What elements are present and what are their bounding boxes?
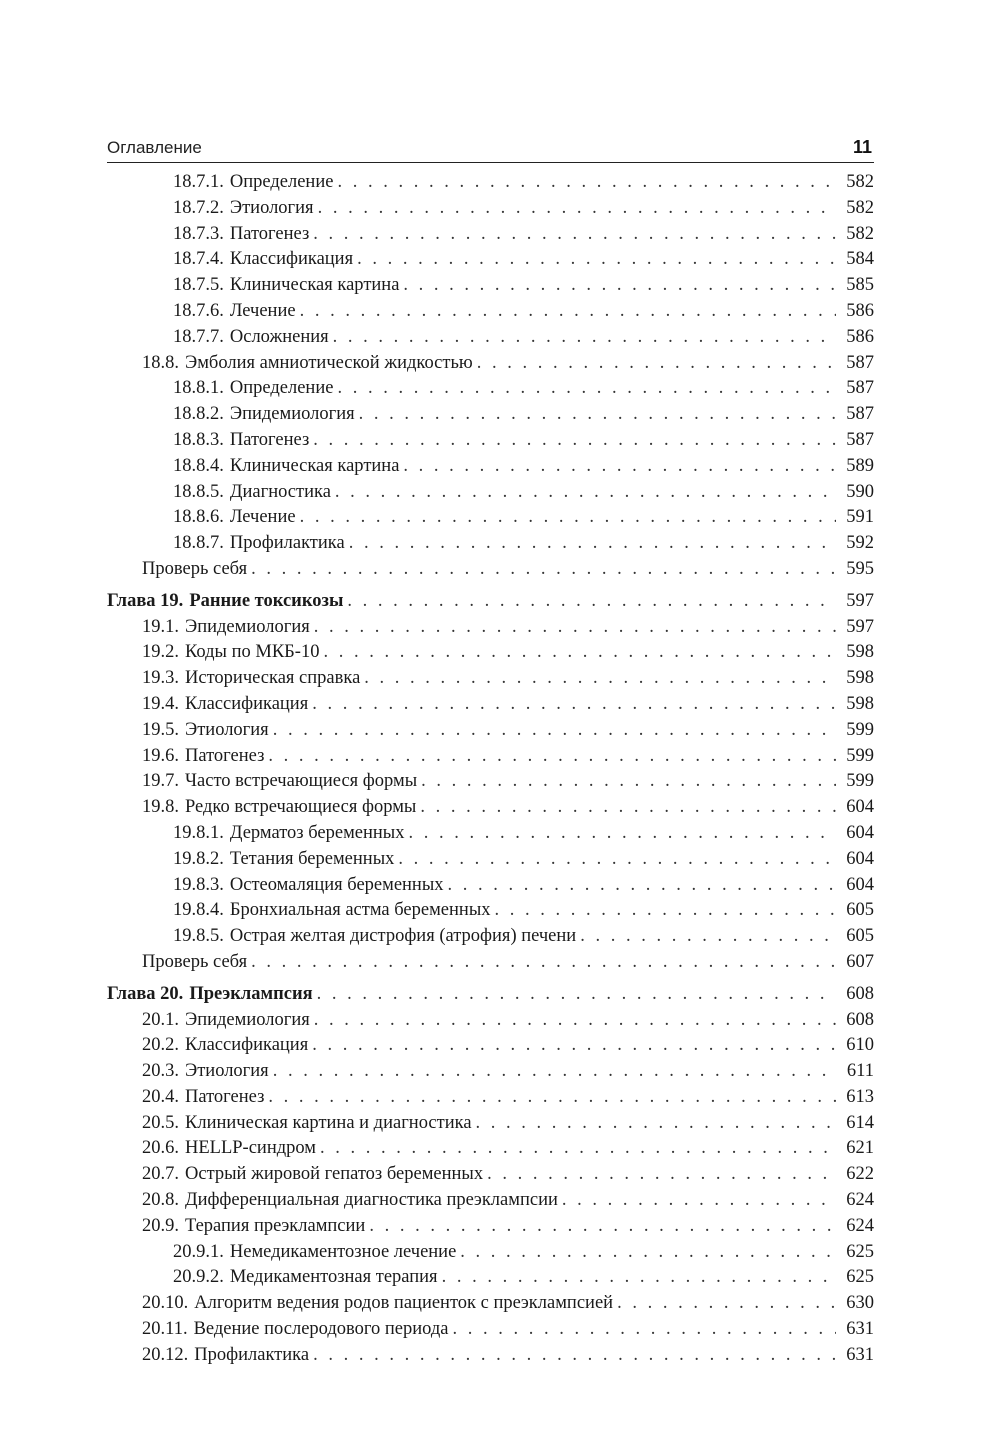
toc-entry-number: 18.8.7. — [173, 533, 224, 554]
toc-entry-page: 587 — [846, 404, 874, 425]
toc-entry-page: 604 — [846, 797, 874, 818]
toc-entry-number: 18.7.1. — [173, 172, 224, 192]
toc-entry-page: 621 — [846, 1138, 874, 1159]
toc-entry-title: Остеомаляция беременных — [229, 874, 444, 895]
toc-entry[interactable] — [107, 172, 874, 198]
toc-entry-title: Патогенез — [229, 429, 310, 450]
dot-leader — [337, 172, 836, 193]
toc-entry[interactable] — [107, 926, 874, 952]
dot-leader — [312, 1035, 836, 1056]
toc-entry-title: Клиническая картина и диагностика — [185, 1112, 472, 1133]
dot-leader — [364, 668, 836, 689]
toc-entry-title: Дифференциальная диагностика преэклампсии — [185, 1190, 558, 1211]
toc-entry-number: 19.8.2. — [173, 848, 224, 869]
toc-entry[interactable] — [107, 1035, 874, 1061]
dot-leader — [268, 746, 836, 767]
toc-entry-page: 597 — [846, 590, 874, 611]
page-header — [107, 136, 874, 163]
toc-entry-number: 18.8.4. — [173, 455, 224, 476]
toc-entry-title: Ранние токсикозы — [189, 590, 344, 611]
toc-entry[interactable] — [107, 1010, 874, 1036]
toc-entry[interactable] — [107, 797, 874, 823]
toc-entry-number: 20.4. — [142, 1086, 179, 1107]
toc-entry[interactable] — [107, 559, 874, 585]
toc-entry-title: Профилактика — [194, 1344, 310, 1365]
toc-entry-title: Патогенез — [185, 745, 265, 766]
dot-leader — [314, 1010, 836, 1031]
toc-entry[interactable] — [107, 327, 874, 353]
toc-entry-page: 586 — [846, 326, 874, 347]
toc-entry-page: 604 — [846, 848, 874, 869]
toc-entry-page: 592 — [846, 533, 874, 554]
toc-entry[interactable] — [107, 404, 874, 430]
toc-entry[interactable] — [107, 1267, 874, 1293]
toc-entry-number: 18.8.2. — [173, 404, 224, 425]
toc-entry[interactable] — [107, 668, 874, 694]
toc-entry-number: 20.9.2. — [173, 1267, 224, 1288]
toc-entry-number: 19.4. — [142, 693, 179, 714]
dot-leader — [448, 875, 836, 896]
toc-entry-page: 622 — [846, 1164, 874, 1185]
toc-entry[interactable] — [107, 617, 874, 643]
toc-entry-number: 20.12. — [142, 1344, 189, 1365]
toc-entry-title: Эпидемиология — [229, 404, 355, 425]
toc-entry-page: 582 — [846, 223, 874, 244]
toc-entry-number: 20.2. — [142, 1035, 179, 1056]
toc-entry-page: 585 — [846, 275, 874, 296]
toc-entry-title: Этиология — [185, 719, 269, 740]
toc-entry-number: 19.1. — [142, 616, 179, 637]
toc-entry-number: 18.8. — [142, 352, 179, 373]
toc-entry-number: 18.7.5. — [173, 275, 224, 296]
toc-entry[interactable] — [107, 1319, 874, 1345]
dot-leader — [300, 507, 836, 528]
running-title: Оглавление — [107, 138, 202, 157]
toc-entry-page: 631 — [846, 1319, 874, 1340]
toc-entry-page: 604 — [846, 874, 874, 895]
toc-entry-page: 597 — [846, 616, 874, 637]
dot-leader — [453, 1319, 836, 1340]
toc-entry-page: 598 — [846, 668, 874, 689]
toc-entry-number: 19.8. — [142, 797, 179, 818]
toc-entry-title: Этиология — [229, 197, 314, 218]
dot-leader — [273, 720, 836, 741]
dot-leader — [333, 327, 836, 348]
toc-entry[interactable] — [107, 1345, 874, 1371]
toc-entry-page: 608 — [846, 983, 874, 1004]
toc-entry-title: Алгоритм ведения родов пациенток с преэклампсией — [194, 1293, 614, 1314]
toc-entry[interactable] — [107, 301, 874, 327]
toc-entry-page: 598 — [846, 642, 874, 663]
toc-entry[interactable] — [107, 275, 874, 301]
toc-entry-title: Этиология — [185, 1061, 269, 1082]
toc-entry[interactable] — [107, 952, 874, 978]
toc-entry[interactable] — [107, 720, 874, 746]
toc-entry-number: 20.9.1. — [173, 1241, 224, 1262]
toc-entry[interactable] — [107, 1087, 874, 1113]
toc-entry-number: 20.1. — [142, 1009, 179, 1030]
dot-leader — [359, 404, 836, 425]
toc-entry-page: 599 — [846, 771, 874, 792]
toc-entry[interactable] — [107, 1216, 874, 1242]
toc-entry-page: 631 — [846, 1344, 874, 1365]
toc-entry-page: 599 — [846, 719, 874, 740]
dot-leader — [273, 1061, 836, 1082]
toc-entry-page: 590 — [846, 481, 874, 502]
toc-entry[interactable] — [107, 507, 874, 533]
dot-leader — [313, 1345, 836, 1366]
dot-leader — [314, 617, 836, 638]
toc-entry[interactable] — [107, 694, 874, 720]
dot-leader — [347, 591, 836, 612]
toc-entry[interactable] — [107, 198, 874, 224]
toc-entry-number: Глава 20. — [107, 983, 184, 1004]
toc-entry-page: 630 — [846, 1293, 874, 1314]
toc-entry-page: 624 — [846, 1190, 874, 1211]
toc-entry-page: 582 — [846, 197, 874, 218]
toc-entry-number: 20.3. — [142, 1061, 179, 1082]
toc-entry-number: 18.8.6. — [173, 507, 224, 528]
toc-entry-title: Терапия преэклампсии — [185, 1215, 366, 1236]
toc-entry-title: Тетания беременных — [229, 848, 395, 869]
dot-leader — [312, 694, 836, 715]
toc-entry-title: Немедикаментозное лечение — [229, 1241, 457, 1262]
toc-entry[interactable] — [107, 482, 874, 508]
toc-entry-title: Дерматоз беременных — [229, 822, 405, 843]
toc-entry-title: Диагностика — [229, 481, 331, 502]
toc-entry-page: 608 — [846, 1009, 874, 1030]
dot-leader — [318, 198, 836, 219]
toc-entry-number: 19.8.4. — [173, 900, 224, 921]
toc-entry[interactable] — [107, 823, 874, 849]
toc-entry-number: 18.8.3. — [173, 429, 224, 450]
toc-entry-title: Ведение послеродового периода — [193, 1319, 449, 1340]
toc-entry-number: 20.9. — [142, 1215, 179, 1236]
dot-leader — [420, 797, 836, 818]
dot-leader — [369, 1216, 836, 1237]
dot-leader — [476, 1113, 836, 1134]
dot-leader — [320, 1138, 836, 1159]
toc-entry-number: 19.8.1. — [173, 822, 224, 843]
toc-entry-number: 20.10. — [142, 1293, 189, 1314]
toc-entry-page: 586 — [846, 300, 874, 321]
toc-entry-page: 613 — [846, 1086, 874, 1107]
toc-entry-title: Коды по МКБ-10 — [185, 642, 320, 663]
dot-leader — [562, 1190, 836, 1211]
toc-entry-title: Классификация — [185, 1035, 309, 1056]
toc-entry-title: Осложнения — [229, 326, 329, 347]
dot-leader — [403, 456, 836, 477]
toc-entry[interactable] — [107, 1113, 874, 1139]
toc-entry-number: 19.8.3. — [173, 874, 224, 895]
toc-entry-page: 625 — [846, 1241, 874, 1262]
toc-entry-page: 611 — [846, 1061, 874, 1082]
dot-leader — [349, 533, 836, 554]
toc-entry-number: 20.7. — [142, 1164, 179, 1185]
toc-entry[interactable] — [107, 1061, 874, 1087]
toc-entry-number: 19.3. — [142, 668, 179, 689]
toc-entry-title: Преэклампсия — [189, 983, 313, 1004]
toc-entry-page: 610 — [846, 1035, 874, 1056]
toc-entry-title: Классификация — [185, 693, 309, 714]
toc-entry[interactable] — [107, 1190, 874, 1216]
toc-entry-page: 598 — [846, 693, 874, 714]
toc-entry-title: Часто встречающиеся формы — [185, 771, 418, 792]
toc-entry-title: Эмболия амниотической жидкостью — [185, 352, 473, 373]
toc-entry[interactable] — [107, 1138, 874, 1164]
toc-entry[interactable] — [107, 900, 874, 926]
toc-entry-title: Редко встречающиеся формы — [185, 797, 417, 818]
dot-leader — [495, 900, 836, 921]
toc-entry-page: 591 — [846, 507, 874, 528]
toc-entry-page: 587 — [846, 429, 874, 450]
dot-leader — [477, 353, 836, 374]
toc-entry-title: Патогенез — [229, 223, 310, 244]
toc-entry-number: 20.11. — [142, 1319, 188, 1340]
toc-entry-page: 614 — [846, 1112, 874, 1133]
dot-leader — [335, 482, 836, 503]
toc-entry[interactable] — [107, 224, 874, 250]
toc-entry-title: Медикаментозная терапия — [229, 1267, 438, 1288]
toc-entry-number: 18.7.7. — [173, 326, 224, 347]
toc-entry-number: 19.2. — [142, 642, 179, 663]
toc-entry-page: 605 — [846, 900, 874, 921]
toc-entry[interactable] — [107, 533, 874, 559]
dot-leader — [398, 849, 836, 870]
dot-leader — [403, 275, 836, 296]
toc-entry-number: 18.8.1. — [173, 378, 224, 399]
toc-entry[interactable] — [107, 746, 874, 772]
toc-entry[interactable] — [107, 771, 874, 797]
toc-entry-title: Историческая справка — [185, 668, 361, 689]
toc-entry-number: 18.7.4. — [173, 249, 224, 270]
toc-entry-title: Проверь себя — [142, 951, 248, 972]
toc-entry[interactable] — [107, 378, 874, 404]
toc-entry-number: 18.8.5. — [173, 481, 224, 502]
dot-leader — [487, 1164, 836, 1185]
dot-leader — [617, 1293, 836, 1314]
toc-entry-page: 589 — [846, 455, 874, 476]
dot-leader — [408, 823, 836, 844]
toc-entry-title: Патогенез — [185, 1086, 265, 1107]
toc-entry-number: 20.5. — [142, 1112, 179, 1133]
toc-entry-page: 604 — [846, 822, 874, 843]
dot-leader — [460, 1242, 836, 1263]
toc-entry-title: Профилактика — [229, 533, 345, 554]
dot-leader — [337, 378, 836, 399]
toc-entry-title: Клиническая картина — [229, 275, 400, 296]
dot-leader — [421, 771, 836, 792]
toc-entry-title: Лечение — [229, 300, 296, 321]
toc-entry-page: 599 — [846, 745, 874, 766]
toc-entry-page: 587 — [846, 378, 874, 399]
toc-entry-page: 624 — [846, 1215, 874, 1236]
toc-entry-title: Эпидемиология — [185, 1009, 310, 1030]
toc-entry-title: Определение — [229, 378, 334, 399]
toc-entry-title: HELLP-синдром — [185, 1138, 316, 1159]
toc-entry[interactable] — [107, 1293, 874, 1319]
toc-entry-page: 625 — [846, 1267, 874, 1288]
dot-leader — [317, 984, 836, 1005]
toc-entry-title: Бронхиальная астма беременных — [229, 900, 491, 921]
toc-entry[interactable] — [107, 353, 874, 379]
toc-entry-title: Клиническая картина — [229, 455, 400, 476]
dot-leader — [313, 224, 836, 245]
toc-entry[interactable] — [107, 456, 874, 482]
toc-entry[interactable] — [107, 642, 874, 668]
toc-entry-title: Определение — [229, 172, 334, 192]
toc-entry-page: 587 — [846, 352, 874, 373]
toc-entry-number: 19.7. — [142, 771, 179, 792]
toc-entry-title: Острая желтая дистрофия (атрофия) печени — [229, 926, 577, 947]
dot-leader — [442, 1267, 836, 1288]
toc-entry-number: 20.8. — [142, 1190, 179, 1211]
toc-entry-number: 19.6. — [142, 745, 179, 766]
dot-leader — [313, 430, 836, 451]
toc-entry[interactable] — [107, 1164, 874, 1190]
toc-entry-page: 595 — [846, 558, 874, 579]
dot-leader — [251, 952, 836, 973]
toc-entry-number: 19.8.5. — [173, 926, 224, 947]
toc-entry-number: 18.7.6. — [173, 300, 224, 321]
toc-entry-page: 607 — [846, 951, 874, 972]
toc-entry-title: Классификация — [229, 249, 354, 270]
toc-entry-number: 20.6. — [142, 1138, 179, 1159]
page-number: 11 — [852, 137, 872, 157]
toc-entry-number: 18.7.2. — [173, 197, 224, 218]
toc-entry-page: 605 — [846, 926, 874, 947]
toc-chapter-entry[interactable] — [107, 591, 874, 617]
toc-entry-number: 18.7.3. — [173, 223, 224, 244]
toc-entry-title: Эпидемиология — [185, 616, 310, 637]
table-of-contents — [107, 172, 874, 1371]
toc-entry-page: 584 — [846, 249, 874, 270]
toc-entry-title: Проверь себя — [142, 558, 248, 579]
toc-entry[interactable] — [107, 849, 874, 875]
toc-entry[interactable] — [107, 1242, 874, 1268]
dot-leader — [300, 301, 836, 322]
dot-leader — [251, 559, 836, 580]
toc-entry[interactable] — [107, 875, 874, 901]
toc-entry-title: Острый жировой гепатоз беременных — [185, 1164, 484, 1185]
dot-leader — [357, 249, 836, 270]
dot-leader — [580, 926, 836, 947]
toc-chapter-entry[interactable] — [107, 984, 874, 1010]
toc-entry-page: 582 — [846, 172, 874, 192]
dot-leader — [323, 642, 836, 663]
toc-entry-number: Глава 19. — [107, 590, 184, 611]
toc-entry[interactable] — [107, 249, 874, 275]
toc-entry-number: 19.5. — [142, 719, 179, 740]
dot-leader — [268, 1087, 836, 1108]
toc-entry-title: Лечение — [229, 507, 296, 528]
toc-entry[interactable] — [107, 430, 874, 456]
